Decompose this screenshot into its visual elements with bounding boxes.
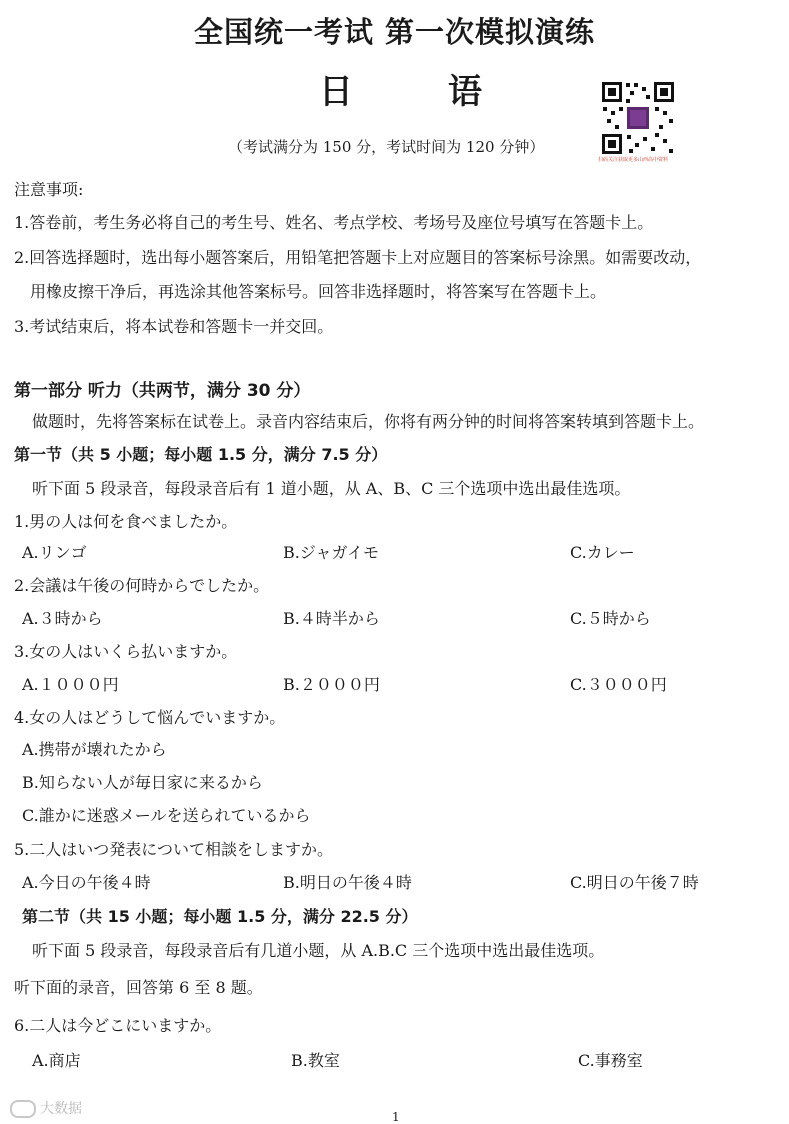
- section1-heading: 第一节（共 5 小题；每小题 1.5 分，满分 7.5 分）: [14, 445, 388, 464]
- page-number: 1: [392, 1110, 400, 1124]
- question-3-option-a: A.１０００円: [22, 675, 119, 694]
- question-1-option-c: C.カレー: [570, 543, 635, 562]
- question-2-option-b: B.４時半から: [283, 609, 380, 628]
- question-4-stem: 4.女の人はどうして悩んでいますか。: [14, 708, 286, 727]
- section2-heading: 第二节（共 15 小题；每小题 1.5 分，满分 22.5 分）: [22, 907, 418, 926]
- qr-caption: 扫码关注获取更多山西高中资料: [598, 157, 669, 163]
- question-6-option-b: B.教室: [291, 1051, 340, 1070]
- question-4-option-b: B.知らない人が毎日家に来るから: [22, 773, 263, 792]
- section2-sub-instruction: 听下面的录音，回答第 6 至 8 题。: [14, 978, 263, 997]
- exam-title: 全国统一考试 第一次模拟演练: [193, 15, 596, 49]
- watermark-text: 大数据: [40, 1101, 82, 1117]
- question-5-stem: 5.二人はいつ発表について相談をしますか。: [14, 840, 333, 859]
- question-5-option-b: B.明日の午後４時: [283, 873, 412, 892]
- section1-instruction: 听下面 5 段录音，每段录音后有 1 道小题，从 A、B、C 三个选项中选出最佳选项。: [32, 479, 631, 498]
- note-item-3: 3.考试结束后，将本试卷和答题卡一并交回。: [14, 317, 334, 336]
- subject-char-1: 日: [319, 72, 353, 112]
- note-item-2: 2.回答选择题时，选出每小题答案后，用铅笔把答题卡上对应题目的答案标号涂黑。如需要改动，: [14, 248, 702, 267]
- note-item-2-cont: 用橡皮擦干净后，再选涂其他答案标号。回答非选择题时，将答案写在答题卡上。: [30, 282, 607, 301]
- section2-instruction: 听下面 5 段录音，每段录音后有几道小题，从 A.B.C 三个选项中选出最佳选项。: [32, 941, 605, 960]
- note-item-1: 1.答卷前，考生务必将自己的考生号、姓名、考点学校、考场号及座位号填写在答题卡上。: [14, 213, 654, 232]
- watermark-logo-icon: [10, 1100, 36, 1118]
- question-5-option-a: A.今日の午後４時: [22, 873, 151, 892]
- question-2-option-c: C.５時から: [570, 609, 651, 628]
- qr-code-icon: [600, 80, 676, 156]
- question-3-option-b: B.２０００円: [283, 675, 380, 694]
- question-1-stem: 1.男の人は何を食べましたか。: [14, 512, 238, 531]
- question-6-stem: 6.二人は今どこにいますか。: [14, 1016, 222, 1035]
- question-6-option-c: C.事務室: [578, 1051, 643, 1070]
- question-5-option-c: C.明日の午後７時: [570, 873, 699, 892]
- question-1-option-b: B.ジャガイモ: [283, 543, 380, 562]
- question-3-option-c: C.３０００円: [570, 675, 667, 694]
- watermark: [10, 1098, 82, 1118]
- question-2-stem: 2.会議は午後の何時からでしたか。: [14, 576, 270, 595]
- subject-char-2: 语: [448, 72, 482, 112]
- question-2-option-a: A.３時から: [22, 609, 103, 628]
- question-4-option-a: A.携帯が壊れたから: [22, 740, 167, 759]
- notes-heading: 注意事项:: [14, 180, 84, 199]
- part1-heading: 第一部分 听力（共两节，满分 30 分）: [14, 381, 311, 401]
- question-6-option-a: A.商店: [32, 1051, 81, 1070]
- question-4-option-c: C.誰かに迷惑メールを送られているから: [22, 806, 311, 825]
- question-1-option-a: A.リンゴ: [22, 543, 87, 562]
- question-3-stem: 3.女の人はいくら払いますか。: [14, 642, 238, 661]
- part1-instruction: 做题时，先将答案标在试卷上。录音内容结束后，你将有两分钟的时间将答案转填到答题卡上。: [32, 412, 705, 431]
- exam-info: （考试满分为 150 分，考试时间为 120 分钟）: [228, 138, 545, 156]
